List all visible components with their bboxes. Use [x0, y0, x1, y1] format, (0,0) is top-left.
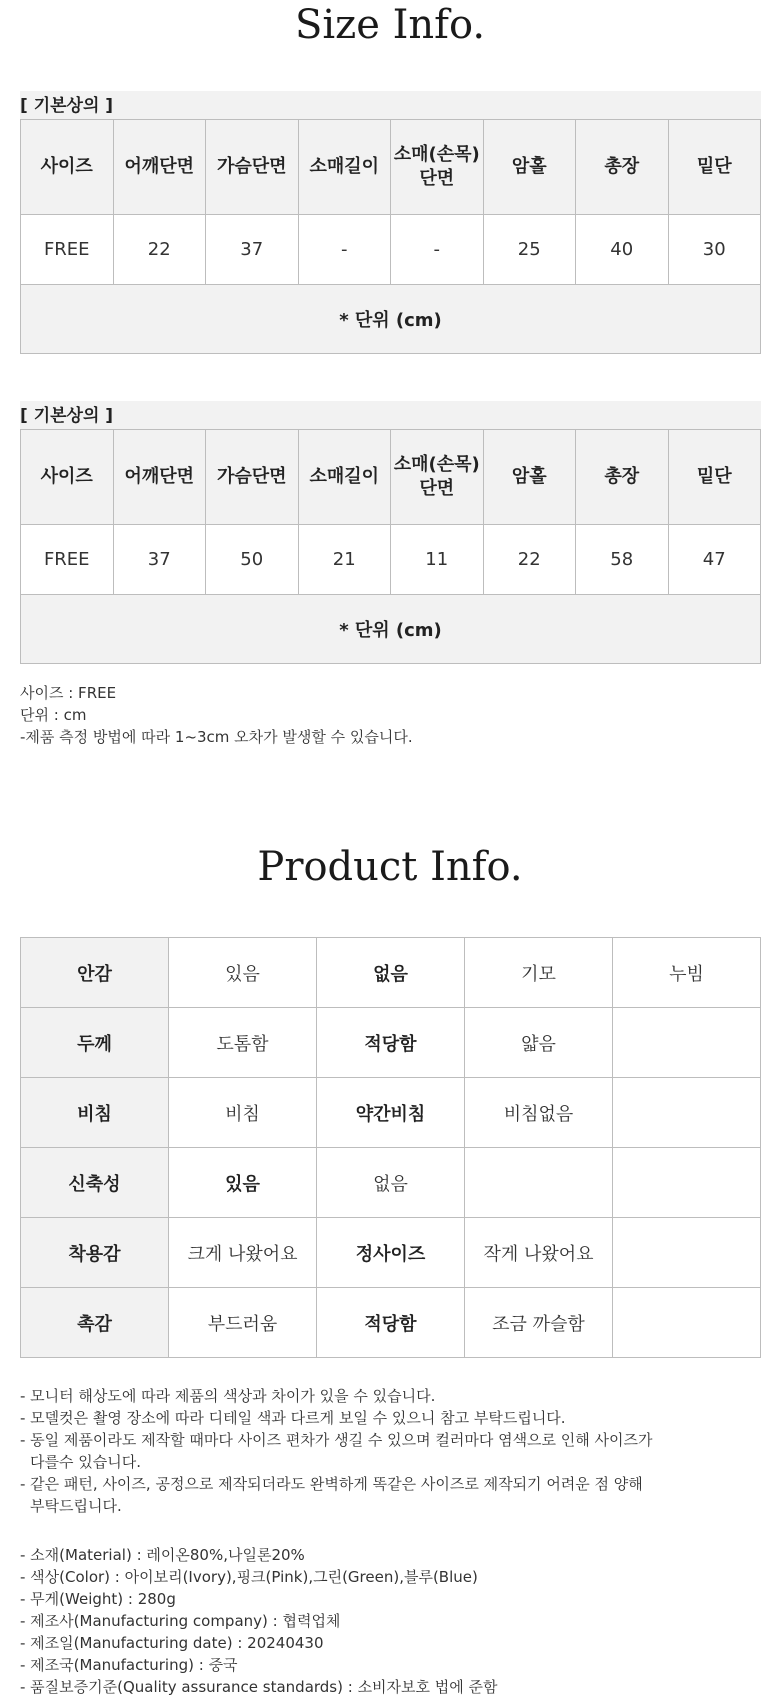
size-table-unit-row	[21, 285, 761, 354]
value-cell: 50	[206, 525, 299, 595]
note-line: 단위 : cm	[20, 706, 87, 724]
size-info-title: Size Info.	[294, 2, 486, 48]
product-row-touch	[21, 1288, 761, 1358]
size-table-block-2	[20, 401, 761, 664]
product-option	[613, 1218, 761, 1288]
value-cell: -	[298, 215, 391, 285]
product-option: 적당함	[317, 1008, 465, 1078]
disclaimer-line: - 동일 제품이라도 제작할 때마다 사이즈 편차가 생길 수 있으며 컬러마다 염색으로 인해 사이즈가	[20, 1431, 653, 1449]
value-cell: 30	[668, 215, 761, 285]
material-list	[20, 1544, 498, 1698]
value-cell: 11	[391, 525, 484, 595]
size-notes	[20, 682, 413, 748]
product-row-stretch	[21, 1148, 761, 1218]
note-line: 사이즈 : FREE	[20, 684, 117, 702]
product-row-lining	[21, 938, 761, 1008]
product-row-label: 두께	[21, 1008, 169, 1078]
header-cell-shoulder: 어깨단면	[113, 120, 206, 215]
size-table-header-row	[21, 430, 761, 525]
product-option: 적당함	[317, 1288, 465, 1358]
unit-note: * 단위 (cm)	[21, 595, 761, 664]
value-cell: 37	[206, 215, 299, 285]
product-option: 비침	[169, 1078, 317, 1148]
product-option: 부드러움	[169, 1288, 317, 1358]
header-cell-hem: 밑단	[668, 120, 761, 215]
header-cell-size: 사이즈	[21, 120, 114, 215]
product-option	[465, 1148, 613, 1218]
product-option: 약간비침	[317, 1078, 465, 1148]
product-option	[613, 1078, 761, 1148]
size-table-caption: [ 기본상의 ]	[20, 401, 761, 429]
product-row-label: 안감	[21, 938, 169, 1008]
unit-note: * 단위 (cm)	[21, 285, 761, 354]
size-table-value-row	[21, 215, 761, 285]
value-cell: 25	[483, 215, 576, 285]
product-option	[613, 1008, 761, 1078]
disclaimer-list	[20, 1385, 653, 1517]
header-cell-cuff: 소매(손목) 단면	[391, 120, 484, 215]
size-table-block-1	[20, 91, 761, 354]
product-option: 크게 나왔어요	[169, 1218, 317, 1288]
size-table	[20, 119, 761, 354]
country-line: - 제조국(Manufacturing) : 중국	[20, 1656, 238, 1674]
color-line: - 색상(Color) : 아이보리(Ivory),핑크(Pink),그린(Green),블루(Blue)	[20, 1568, 478, 1586]
header-cell-chest: 가슴단면	[206, 430, 299, 525]
weight-line: - 무게(Weight) : 280g	[20, 1590, 176, 1608]
product-row-thickness	[21, 1008, 761, 1078]
disclaimer-line: - 모델컷은 촬영 장소에 따라 디테일 색과 다르게 보일 수 있으니 참고 부탁드립니다.	[20, 1409, 566, 1427]
value-cell: -	[391, 215, 484, 285]
manufacturing-date-line: - 제조일(Manufacturing date) : 20240430	[20, 1634, 324, 1652]
product-option: 있음	[169, 1148, 317, 1218]
manufacturer-line: - 제조사(Manufacturing company) : 협력업체	[20, 1612, 341, 1630]
size-table	[20, 429, 761, 664]
product-row-fit	[21, 1218, 761, 1288]
size-table-unit-row	[21, 595, 761, 664]
product-option: 얇음	[465, 1008, 613, 1078]
product-option: 비침없음	[465, 1078, 613, 1148]
header-cell-cuff: 소매(손목) 단면	[391, 430, 484, 525]
product-option: 도톰함	[169, 1008, 317, 1078]
product-row-label: 촉감	[21, 1288, 169, 1358]
value-cell: 22	[483, 525, 576, 595]
value-cell: 58	[576, 525, 669, 595]
material-line: - 소재(Material) : 레이온80%,나일론20%	[20, 1546, 305, 1564]
header-cell-sleeve-length: 소매길이	[298, 120, 391, 215]
header-cell-shoulder: 어깨단면	[113, 430, 206, 525]
value-cell: FREE	[21, 525, 114, 595]
product-option: 정사이즈	[317, 1218, 465, 1288]
value-cell: 37	[113, 525, 206, 595]
header-cell-armhole: 암홀	[483, 430, 576, 525]
quality-standard-line: - 품질보증기준(Quality assurance standards) : 소비자보호 법에 준함	[20, 1678, 498, 1696]
value-cell: FREE	[21, 215, 114, 285]
header-cell-sleeve-length: 소매길이	[298, 430, 391, 525]
value-cell: 21	[298, 525, 391, 595]
size-table-caption: [ 기본상의 ]	[20, 91, 761, 119]
value-cell: 22	[113, 215, 206, 285]
product-option: 기모	[465, 938, 613, 1008]
header-cell-hem: 밑단	[668, 430, 761, 525]
product-option: 조금 까슬함	[465, 1288, 613, 1358]
header-cell-total-length: 총장	[576, 430, 669, 525]
product-option: 누빔	[613, 938, 761, 1008]
size-table-header-row	[21, 120, 761, 215]
product-row-label: 신축성	[21, 1148, 169, 1218]
product-row-sheerness	[21, 1078, 761, 1148]
product-option: 없음	[317, 1148, 465, 1218]
product-row-label: 착용감	[21, 1218, 169, 1288]
product-option	[613, 1148, 761, 1218]
product-option: 없음	[317, 938, 465, 1008]
product-row-label: 비침	[21, 1078, 169, 1148]
disclaimer-line: - 같은 패턴, 사이즈, 공정으로 제작되더라도 완벽하게 똑같은 사이즈로 제작되기 어려운 점 양해	[20, 1475, 643, 1493]
product-option: 작게 나왔어요	[465, 1218, 613, 1288]
header-cell-chest: 가슴단면	[206, 120, 299, 215]
header-cell-size: 사이즈	[21, 430, 114, 525]
product-option	[613, 1288, 761, 1358]
value-cell: 40	[576, 215, 669, 285]
value-cell: 47	[668, 525, 761, 595]
disclaimer-line: - 모니터 해상도에 따라 제품의 색상과 차이가 있을 수 있습니다.	[20, 1387, 436, 1405]
product-info-table	[20, 937, 761, 1358]
product-option: 있음	[169, 938, 317, 1008]
disclaimer-line: 부탁드립니다.	[30, 1497, 122, 1515]
note-line: -제품 측정 방법에 따라 1~3cm 오차가 발생할 수 있습니다.	[20, 728, 413, 746]
header-cell-armhole: 암홀	[483, 120, 576, 215]
header-cell-total-length: 총장	[576, 120, 669, 215]
disclaimer-line: 다를수 있습니다.	[30, 1453, 141, 1471]
size-table-value-row	[21, 525, 761, 595]
product-info-title: Product Info.	[257, 844, 523, 890]
